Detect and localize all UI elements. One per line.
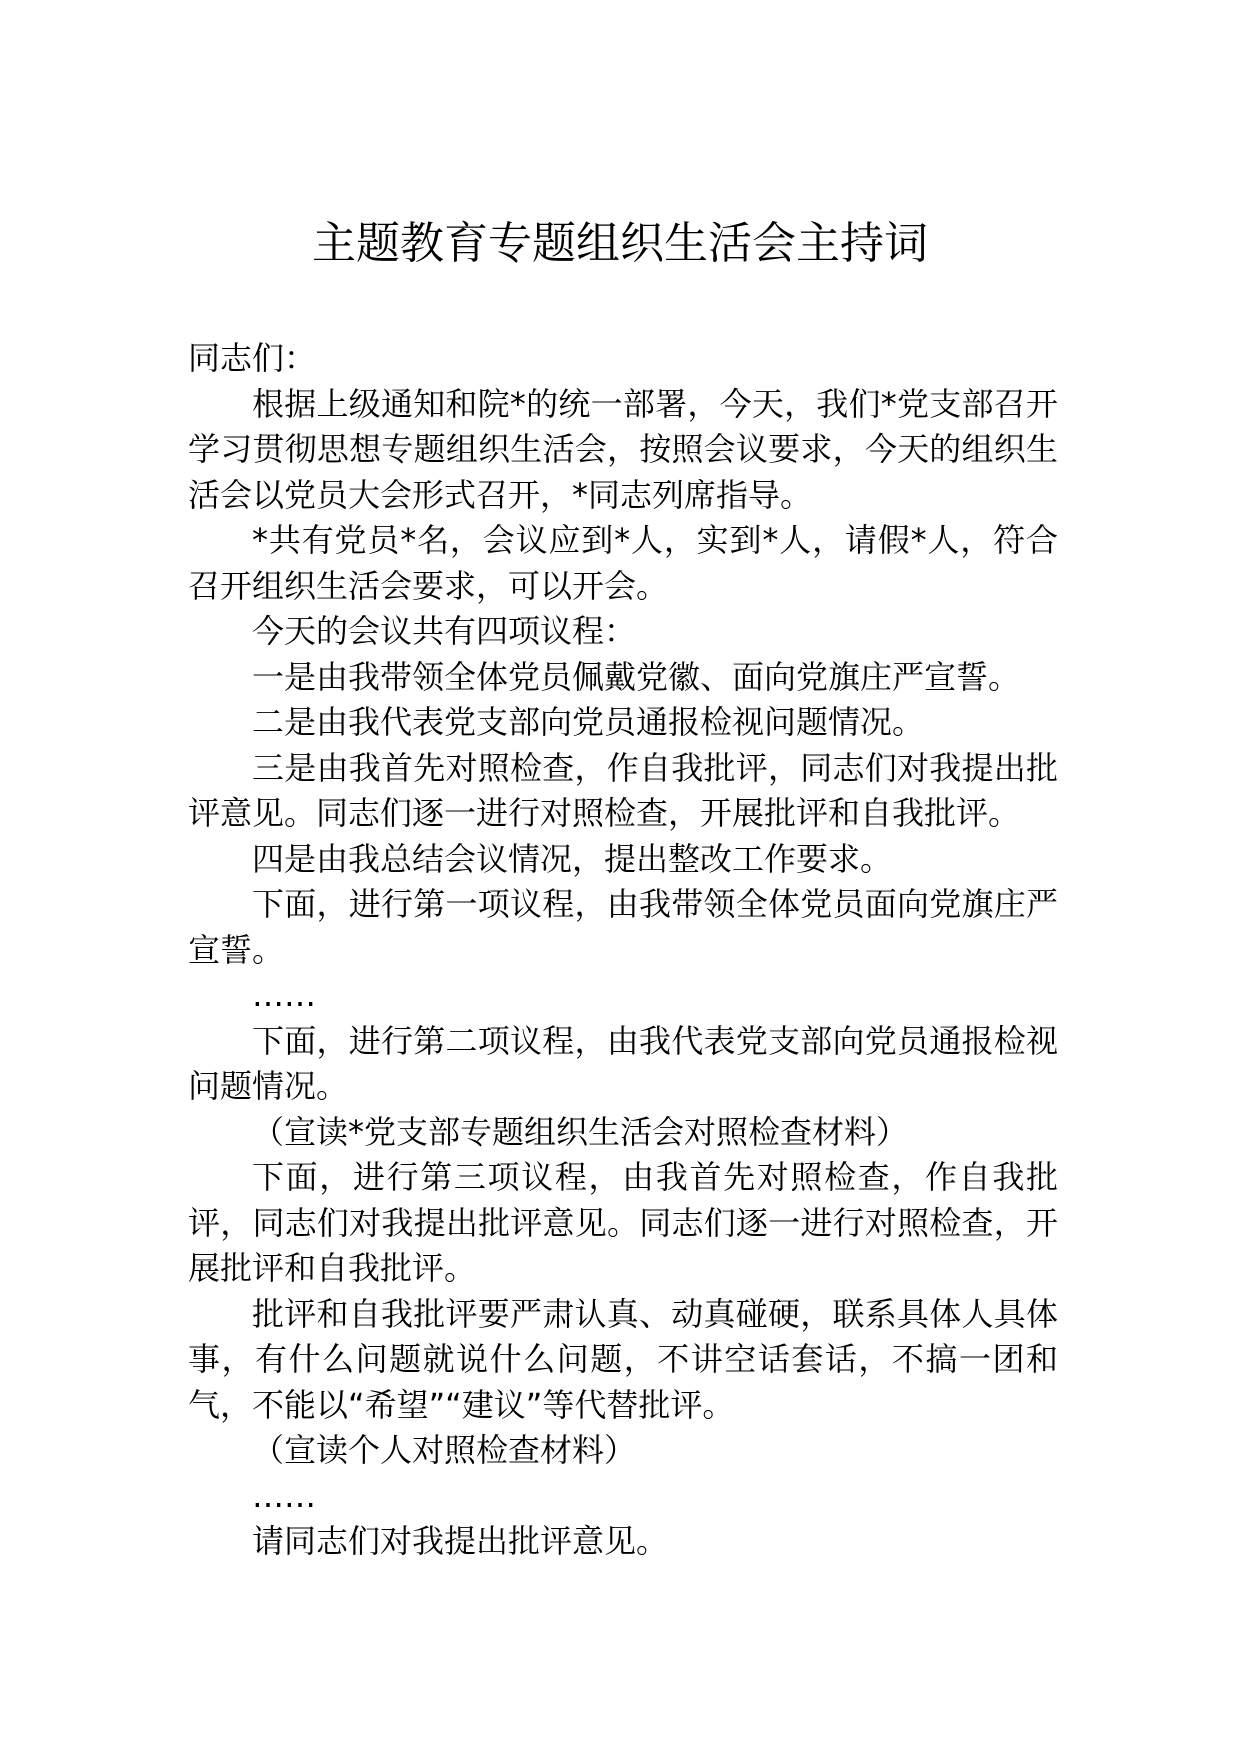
paragraph: 下面，进行第一项议程，由我带领全体党员面向党旗庄严宣誓。 [188, 885, 1058, 969]
paragraph: 批评和自我批评要严肃认真、动真碰硬，联系具体人具体事，有什么问题就说什么问题，不讲空话套话，不搞一团和气，不能以“希望”“建议”等代替批评。 [188, 1294, 1058, 1424]
paragraph: 根据上级通知和院*的统一部署，今天，我们*党支部召开学习贯彻思想专题组织生活会，按照会议要求，今天的组织生活会以党员大会形式召开，*同志列席指导。 [188, 384, 1058, 514]
salutation: 同志们： [188, 339, 317, 377]
ellipsis: …… [252, 976, 316, 1014]
agenda-item-2: 二是由我代表党支部向党员通报检视问题情况。 [252, 703, 925, 741]
paragraph: *共有党员*名，会议应到*人，实到*人，请假*人，符合召开组织生活会要求，可以开会。 [188, 521, 1058, 605]
agenda-item-1: 一是由我带领全体党员佩戴党徽、面向党旗庄严宣誓。 [252, 657, 1021, 696]
agenda-item-4: 四是由我总结会议情况，提出整改工作要求。 [252, 839, 893, 878]
document-title: 主题教育专题组织生活会主持词 [312, 218, 928, 269]
document-body [188, 336, 1058, 1565]
paragraph: 下面，进行第三项议程，由我首先对照检查，作自我批评，同志们对我提出批评意见。同志们逐一进行对照检查，开展批评和自我批评。 [188, 1158, 1058, 1287]
paragraph: 下面，进行第二项议程，由我代表党支部向党员通报检视问题情况。 [188, 1021, 1058, 1105]
paragraph: 请同志们对我提出批评意见。 [252, 1522, 669, 1560]
paragraph: 今天的会议共有四项议程： [252, 612, 637, 650]
agenda-item-3: 三是由我首先对照检查，作自我批评，同志们对我提出批评意见。同志们逐一进行对照检查，开展批评和自我批评。 [188, 748, 1058, 832]
stage-direction: （宣读*党支部专题组织生活会对照检查材料） [252, 1112, 909, 1151]
ellipsis: …… [252, 1476, 316, 1515]
stage-direction: （宣读个人对照检查材料） [252, 1431, 637, 1469]
